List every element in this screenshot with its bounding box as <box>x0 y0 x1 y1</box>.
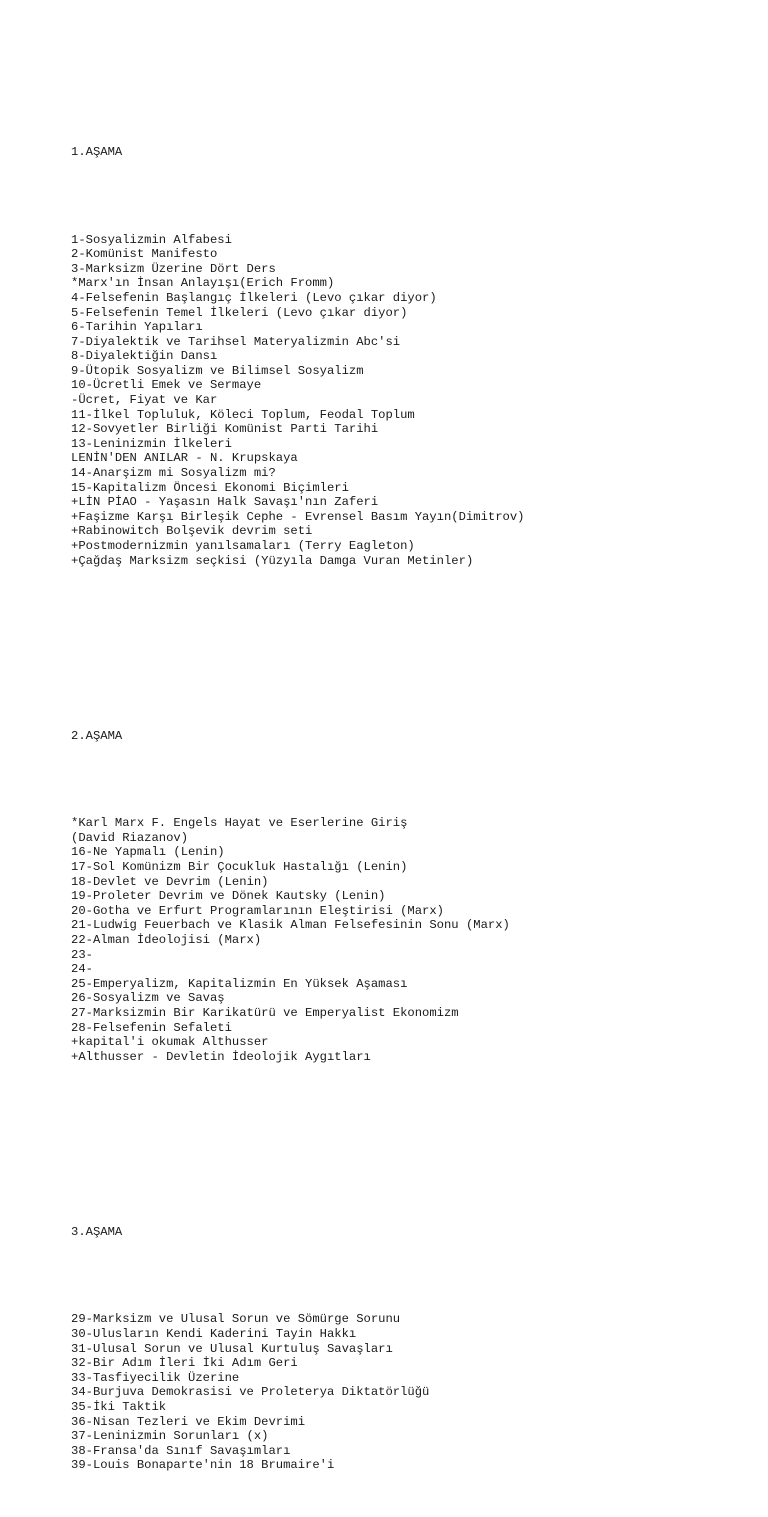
list-item: +kapital'i okumak Althusser <box>71 1035 269 1050</box>
list-item: -Ücret, Fiyat ve Kar <box>71 393 218 408</box>
list-item: 6-Tarihin Yapıları <box>71 320 203 335</box>
list-item: 29-Marksizm ve Ulusal Sorun ve Sömürge Sorunu <box>71 1312 401 1327</box>
list-item: +Postmodernizmin yanılsamaları (Terry Eagleton) <box>71 539 415 553</box>
list-item: 35-İki Taktik <box>71 1400 167 1415</box>
list-item: 16-Ne Yapmalı (Lenin) <box>71 845 225 860</box>
section-heading: 1.AŞAMA <box>71 144 123 159</box>
list-item: 17-Sol Komünizm Bir Çocukluk Hastalığı (Lenin) <box>71 860 408 875</box>
section-2 <box>71 700 758 1094</box>
list-item: 33-Tasfiyecilik Üzerine <box>71 1370 240 1385</box>
list-item: 12-Sovyetler Birliği Komünist Parti Tarihi <box>71 422 379 437</box>
list-item: 23- <box>71 947 93 962</box>
document-body <box>71 72 758 1517</box>
list-item: 24- <box>71 962 93 977</box>
blank-line <box>71 1123 758 1138</box>
list-item: 27-Marksizmin Bir Karikatürü ve Emperyalist Ekonomizm <box>71 1006 459 1020</box>
list-item: 22-Alman İdeolojisi (Marx) <box>71 933 262 948</box>
list-item: 9-Ütopik Sosyalizm ve Bilimsel Sosyalizm <box>71 363 364 378</box>
reading-list <box>71 1312 758 1473</box>
section-heading: 2.AŞAMA <box>71 728 123 743</box>
list-item: 8-Diyalektiğin Dansı <box>71 349 218 364</box>
section-3 <box>71 1196 758 1502</box>
section-1 <box>71 116 758 598</box>
list-item: 26-Sosyalizm ve Savaş <box>71 991 225 1006</box>
list-item: +Rabinowitch Bolşevik devrim seti <box>71 524 313 539</box>
list-item: 7-Diyalektik ve Tarihsel Materyalizmin Abc'si <box>71 334 401 349</box>
list-item: 15-Kapitalizm Öncesi Ekonomi Biçimleri <box>71 480 349 495</box>
list-item: 19-Proleter Devrim ve Dönek Kautsky (Lenin) <box>71 889 386 904</box>
list-item: +Althusser - Devletin İdeolojik Aygıtları <box>71 1049 371 1064</box>
list-item: *Marx'ın İnsan Anlayışı(Erich Fromm) <box>71 276 335 291</box>
list-item: +Faşizme Karşı Birleşik Cephe - Evrensel Basım Yayın(Dimitrov) <box>71 509 525 524</box>
list-item: 37-Leninizmin Sorunları (x) <box>71 1429 269 1444</box>
list-item: 38-Fransa'da Sınıf Savaşımları <box>71 1443 291 1458</box>
list-item: (David Riazanov) <box>71 830 189 845</box>
list-item: 25-Emperyalizm, Kapitalizmin En Yüksek Aşaması <box>71 976 408 991</box>
list-item: 13-Leninizmin İlkeleri <box>71 436 232 451</box>
list-item: 32-Bir Adım İleri İki Adım Geri <box>71 1356 298 1371</box>
blank-line <box>71 1269 758 1284</box>
list-item: 31-Ulusal Sorun ve Ulusal Kurtuluş Savaşları <box>71 1341 393 1356</box>
list-item: 10-Ücretli Emek ve Sermaye <box>71 378 262 393</box>
list-item: 11-İlkel Topluluk, Köleci Toplum, Feodal Toplum <box>71 407 415 422</box>
list-item: 28-Felsefenin Sefaleti <box>71 1020 232 1035</box>
list-item: 34-Burjuva Demokrasisi ve Proleterya Diktatörlüğü <box>71 1385 430 1400</box>
list-item: 36-Nisan Tezleri ve Ekim Devrimi <box>71 1414 306 1429</box>
list-item: +LİN PİAO - Yaşasın Halk Savaşı'nın Zaferi <box>71 495 379 510</box>
list-item: 3-Marksizm Üzerine Dört Ders <box>71 261 276 276</box>
list-item: 39-Louis Bonaparte'nin 18 Brumaire'i <box>71 1458 335 1473</box>
blank-line <box>71 189 758 204</box>
list-item: *Karl Marx F. Engels Hayat ve Eserlerine Giriş <box>71 816 408 831</box>
list-item: 4-Felsefenin Başlangıç İlkeleri (Levo çıkar diyor) <box>71 290 437 305</box>
list-item: LENİN'DEN ANILAR - N. Krupskaya <box>71 451 298 466</box>
list-item: 5-Felsefenin Temel İlkeleri (Levo çıkar diyor) <box>71 305 408 320</box>
blank-line <box>71 773 758 788</box>
list-item: 2-Komünist Manifesto <box>71 247 218 262</box>
section-heading: 3.AŞAMA <box>71 1224 123 1239</box>
list-item: 30-Ulusların Kendi Kaderini Tayin Hakkı <box>71 1327 357 1342</box>
list-item: 20-Gotha ve Erfurt Programlarının Eleştirisi (Marx) <box>71 903 444 918</box>
blank-line <box>71 627 758 642</box>
reading-list <box>71 816 758 1064</box>
list-item: 14-Anarşizm mi Sosyalizm mi? <box>71 466 276 481</box>
reading-list <box>71 233 758 569</box>
list-item: 1-Sosyalizmin Alfabesi <box>71 232 232 247</box>
list-item: 18-Devlet ve Devrim (Lenin) <box>71 874 269 889</box>
list-item: 21-Ludwig Feuerbach ve Klasik Alman Felsefesinin Sonu (Marx) <box>71 918 510 933</box>
list-item: +Çağdaş Marksizm seçkisi (Yüzyıla Damga Vuran Metinler) <box>71 553 474 568</box>
